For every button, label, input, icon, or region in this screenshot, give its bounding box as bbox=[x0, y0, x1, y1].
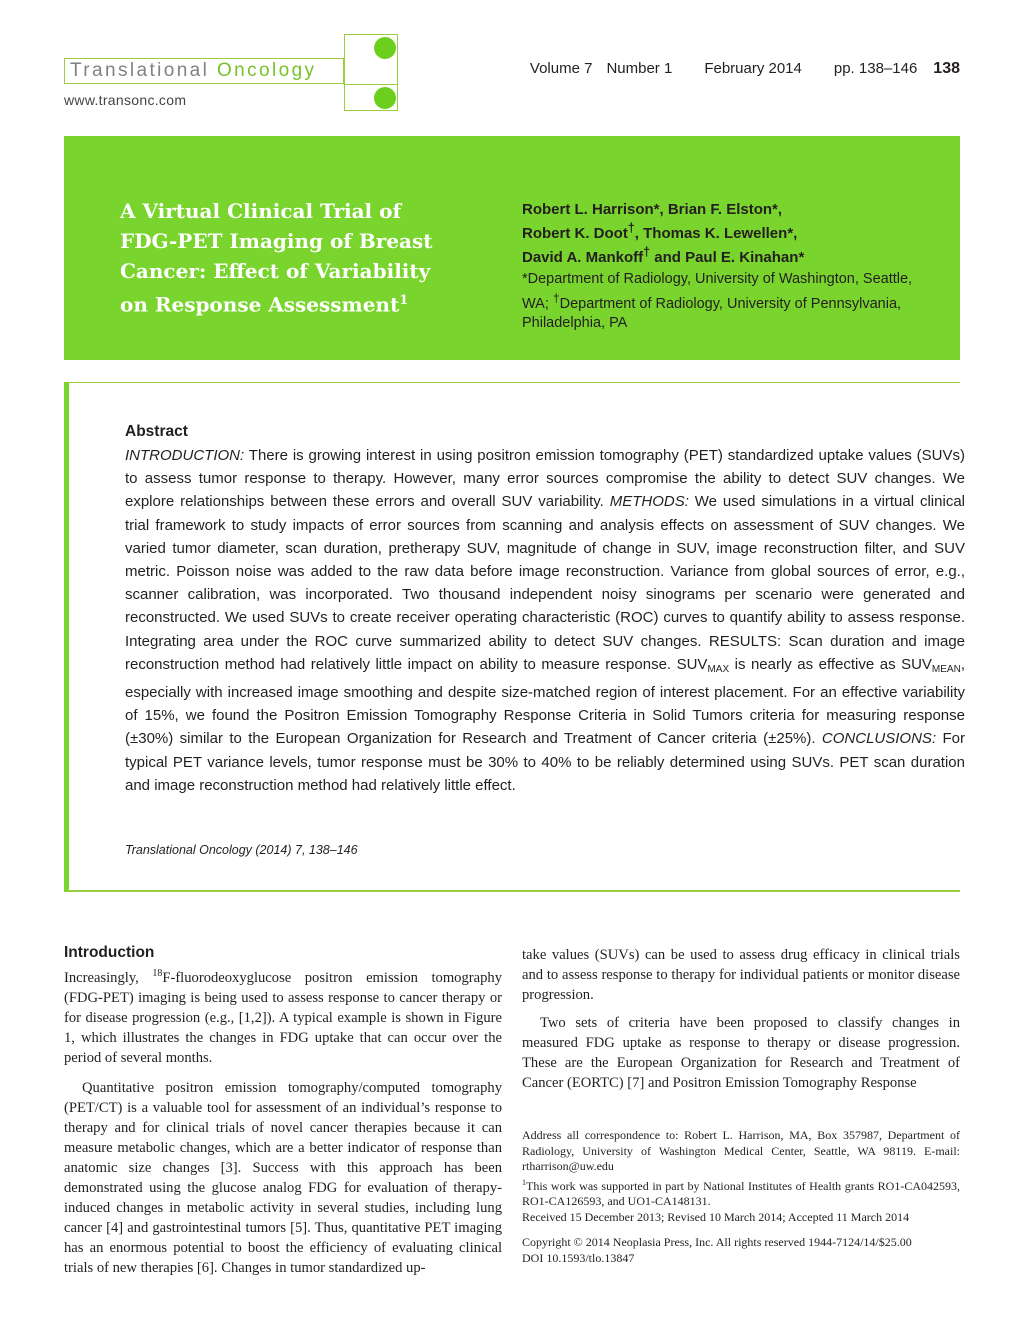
article-title-text: A Virtual Clinical Trial of FDG-PET Imaging of Breast Cancer: Effect of Variability on Response Assessment bbox=[120, 199, 433, 317]
abstract-heading: Abstract bbox=[125, 423, 188, 440]
suv-max-subscript: MAX bbox=[707, 663, 730, 675]
affiliation-penn: Department of Radiology, University of Pennsylvania, Philadelphia, PA bbox=[522, 295, 902, 331]
abstract-results-text-3: , especially with increased image smoothing and despite size-matched region of interest placement. For an effective variability of 15%, we found the Positron Emission Tomography Response Criteria in Solid Tumors criteria for measuring response (±30%) similar to the European Organization for Research and Treatment of Cancer criteria (±25%). bbox=[125, 655, 965, 748]
abstract-conclusions-text: For typical PET variance levels, tumor response must be 30% to 40% to be reliably determined using SUVs. PET scan duration and image reconstruction method had relatively little effect. bbox=[125, 730, 965, 794]
dagger-marker: † bbox=[643, 245, 651, 259]
journal-website-link[interactable]: www.transonc.com bbox=[64, 92, 187, 108]
journal-name bbox=[64, 58, 344, 84]
journal-name-part2: Oncology bbox=[216, 60, 317, 81]
author-mankoff: David A. Mankoff bbox=[522, 249, 644, 266]
title-banner bbox=[64, 136, 960, 360]
intro-paragraph-3: take values (SUVs) can be used to assess drug efficacy in clinical trials and to assess response to therapy for individual patients or monitor disease progression. bbox=[522, 947, 960, 1003]
body-left-column bbox=[64, 943, 502, 1278]
footnotes bbox=[522, 1128, 960, 1266]
issue-number: Number 1 bbox=[606, 60, 673, 77]
authors-line3-rest: and Paul E. Kinahan* bbox=[650, 249, 805, 266]
abstract-intro-text: There is growing interest in using positron emission tomography (PET) standardized uptake values (SUVs) to assess tumor response to therapy. However, many error sources compromise the ability to detect SUV changes. We explore relationships between these errors and overall SUV variability. bbox=[125, 447, 965, 511]
dagger-marker: † bbox=[627, 221, 635, 235]
isotope-superscript: 18 bbox=[152, 968, 163, 979]
abstract-methods-text: We used simulations in a virtual clinical trial framework to study impacts of error sources from scanning and analysis effects on assessment of SUV changes. We varied tumor diameter, scan duration, pretherapy SUV, magnitude of change in SUV, image reconstruction filter, and SUV metric. Poisson noise was added to the raw data before image reconstruction. Variance from global sources of error, e.g., scanner calibration, was incorporated. Two thousand independent noisy sinograms per scenario were generated and reconstructed. We used SUVs to create receiver operating characteristic (ROC) curves to quantify ability to assess response. Integrating area under the ROC curve summarized ability to detect SUV changes. bbox=[125, 493, 965, 650]
funding-note bbox=[522, 1175, 960, 1210]
page-range: pp. 138–146 bbox=[833, 60, 918, 77]
authors-line2-rest: , Thomas K. Lewellen*, bbox=[634, 225, 798, 242]
abstract-methods-label: METHODS: bbox=[609, 493, 689, 511]
authors-line1: Robert L. Harrison*, Brian F. Elston*, bbox=[522, 201, 783, 218]
logo-bottom-line bbox=[344, 110, 397, 111]
affiliations bbox=[522, 270, 942, 333]
volume: Volume 7 bbox=[529, 60, 593, 77]
body-right-column bbox=[522, 945, 960, 1093]
abstract-results-label: RESULTS: bbox=[708, 632, 782, 650]
intro-p1-start: Increasingly, bbox=[64, 969, 153, 986]
article-citation: Translational Oncology (2014) 7, 138–146 bbox=[125, 843, 358, 857]
introduction-heading: Introduction bbox=[64, 944, 155, 961]
page-number: 138 bbox=[933, 60, 960, 77]
abstract-results-text-2: is nearly as effective as SUV bbox=[729, 655, 932, 673]
logo-mid-line bbox=[344, 84, 397, 85]
received-dates: Received 15 December 2013; Revised 10 March 2014; Accepted 11 March 2014 bbox=[522, 1209, 910, 1224]
logo-dot-bottom bbox=[374, 87, 396, 109]
logo-dot-top bbox=[374, 37, 396, 59]
intro-p1-rest: F-fluorodeoxyglucose positron emission tomography (FDG-PET) imaging is being used to assess response to cancer therapy or for disease progression (e.g., [1,2]). A typical example is shown in Figure 1, which illustrates the changes in FDG uptake that can occur over the period of several months. bbox=[64, 969, 502, 1066]
title-footnote-marker: 1 bbox=[399, 293, 409, 308]
abstract-results-text-1: Scan duration and image reconstruction method had relatively little impact on ability to measure response. SUV bbox=[125, 632, 965, 673]
issue-date: February 2014 bbox=[704, 60, 802, 77]
copyright-line: Copyright © 2014 Neoplasia Press, Inc. All rights reserved 1944-7124/14/$25.00 bbox=[522, 1235, 912, 1249]
logo-vertical-line bbox=[344, 34, 345, 111]
doi-line: DOI 10.1593/tlo.13847 bbox=[522, 1250, 635, 1265]
correspondence-note: Address all correspondence to: Robert L. Harrison, MA, Box 357987, Department of Radiology, University of Washington Medical Center, Seattle, WA 98119. E-mail: rtharrison@uw.edu bbox=[522, 1128, 960, 1173]
dagger-marker: † bbox=[552, 291, 560, 305]
intro-paragraph-1 bbox=[64, 964, 502, 1068]
journal-name-part1: Translational bbox=[70, 60, 210, 81]
suv-mean-subscript: MEAN bbox=[931, 663, 961, 675]
funding-note-text: This work was supported in part by National Institutes of Health grants RO1-CA042593, RO1-CA126593, and UO1-CA148131. bbox=[522, 1178, 960, 1208]
intro-paragraph-2: Quantitative positron emission tomography/computed tomography (PET/CT) is a valuable tool for assessment of an individual’s response to therapy and for clinical trials of novel cancer therapies because it can measure metabolic changes, which are a better indicator of response than anatomic size changes [3]. Success with this approach has been demonstrated using the glucose analog FDG for evaluation of therapy-induced changes in metabolic activity in several studies, including lung cancer [4] and gastrointestinal tumors [5]. Thus, quantitative PET imaging has an enormous potential to boost the efficiency of evaluating clinical trials of new therapies [6]. Changes in tumor standardized up- bbox=[64, 1079, 502, 1276]
author-list bbox=[522, 200, 942, 267]
abstract-text bbox=[125, 444, 965, 797]
issue-info bbox=[530, 60, 960, 78]
abstract-conclusions-label: CONCLUSIONS: bbox=[821, 730, 937, 748]
abstract-intro-label: INTRODUCTION: bbox=[125, 447, 245, 464]
article-title bbox=[120, 196, 450, 320]
intro-paragraph-4: Two sets of criteria have been proposed to classify changes in measured FDG uptake as response to therapy or disease progression. These are the European Organization for Research and Treatment of Cancer (EORTC) [7] and Positron Emission Tomography Response bbox=[522, 1015, 960, 1091]
affiliation-uw: *Department of Radiology, University of Washington, Seattle, WA; bbox=[522, 271, 913, 312]
logo-top-line bbox=[344, 34, 397, 35]
funding-footnote-marker: 1 bbox=[522, 1177, 526, 1187]
logo-right-line bbox=[397, 34, 398, 111]
abstract-box bbox=[64, 382, 965, 892]
author-doot: Robert K. Doot bbox=[522, 225, 628, 242]
